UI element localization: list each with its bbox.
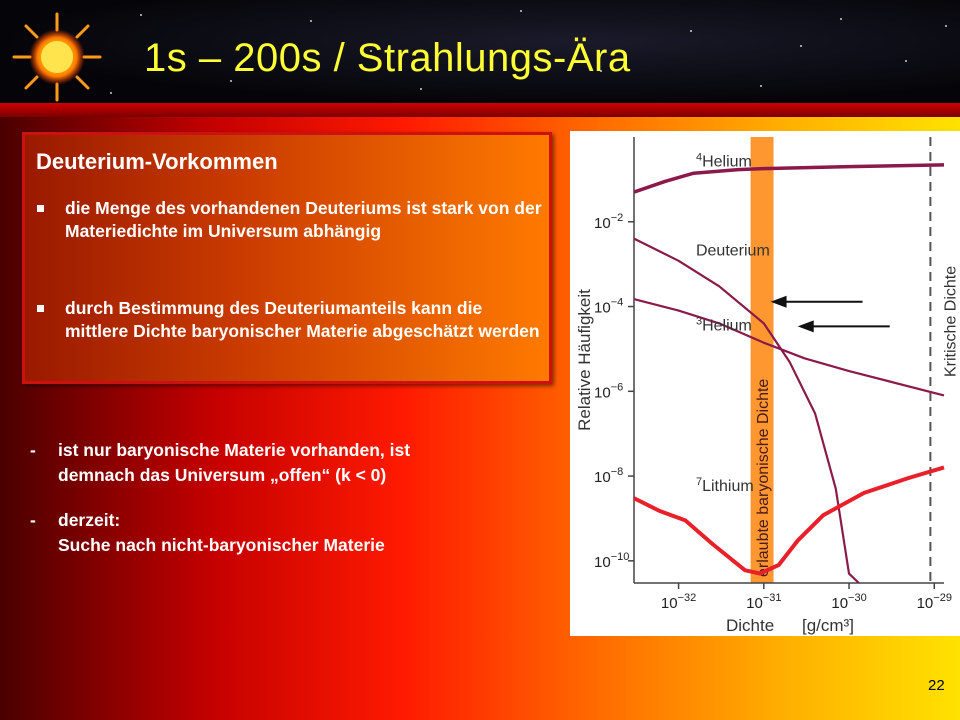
note-item: [30, 508, 558, 558]
bullet-text: durch Bestimmung des Deuteriumanteils kann die mittlere Dichte baryonischer Materie abgeschätzt werden: [65, 298, 540, 341]
y-tick-label: $10^{-4}$: [594, 296, 624, 317]
series-label: $^4$Helium: [695, 151, 752, 171]
x-tick-label: $10^{-29}$: [916, 592, 952, 612]
bullet-text: die Menge des vorhandenen Deuteriums ist stark von der Materiedichte im Universum abhängig: [65, 198, 542, 241]
y-tick-label: $10^{-6}$: [594, 381, 624, 402]
x-tick-label: $10^{-31}$: [746, 592, 782, 612]
sun-icon: [12, 12, 102, 102]
y-axis-label: Relative Häufigkeit: [575, 289, 594, 431]
series-label: $^3$Helium: [695, 315, 752, 335]
y-tick-label: $10^{-2}$: [594, 211, 624, 232]
y-tick-label: $10^{-8}$: [594, 466, 624, 487]
note-line: demnach das Universum „offen“ (k < 0): [58, 465, 387, 485]
x-tick-label: $10^{-30}$: [831, 592, 867, 612]
dash-mark: -: [30, 440, 36, 460]
dash-mark: -: [30, 510, 36, 530]
series-label: Deuterium: [695, 242, 770, 260]
bullet-item: [65, 197, 545, 242]
slide-title: 1s – 200s / Strahlungs-Ära: [144, 36, 631, 80]
note-line: Suche nach nicht-baryonischer Materie: [58, 535, 385, 555]
series-line: [634, 467, 944, 573]
arrow-left-icon: [798, 320, 814, 332]
series-line: [634, 239, 859, 583]
title-bar: [0, 103, 960, 117]
critical-density-label: Kritische Dichte: [942, 265, 960, 377]
bullet-square-icon: [37, 305, 44, 312]
box-heading: Deuterium-Vorkommen: [36, 149, 278, 174]
series-line: [634, 299, 944, 395]
x-axis-unit: [g/cm³]: [802, 616, 854, 635]
bullet-item: [65, 297, 545, 342]
note-item: [30, 438, 558, 488]
x-axis-label: Dichte: [726, 616, 775, 635]
series-line: [634, 165, 944, 192]
y-tick-label: $10^{-10}$: [594, 550, 630, 571]
band-label: erlaubte baryonische Dichte: [755, 378, 773, 577]
note-line: ist nur baryonische Materie vorhanden, ist: [58, 440, 411, 460]
abundance-chart-svg: [570, 131, 960, 636]
page-number: 22: [928, 677, 945, 694]
x-tick-label: $10^{-32}$: [660, 592, 697, 612]
abundance-chart: [570, 131, 960, 636]
note-line: derzeit:: [58, 510, 121, 530]
deuterium-box: [22, 132, 552, 384]
series-label: $^7$Lithium: [695, 475, 754, 495]
bullet-square-icon: [37, 205, 44, 212]
header-starfield: [0, 0, 960, 103]
